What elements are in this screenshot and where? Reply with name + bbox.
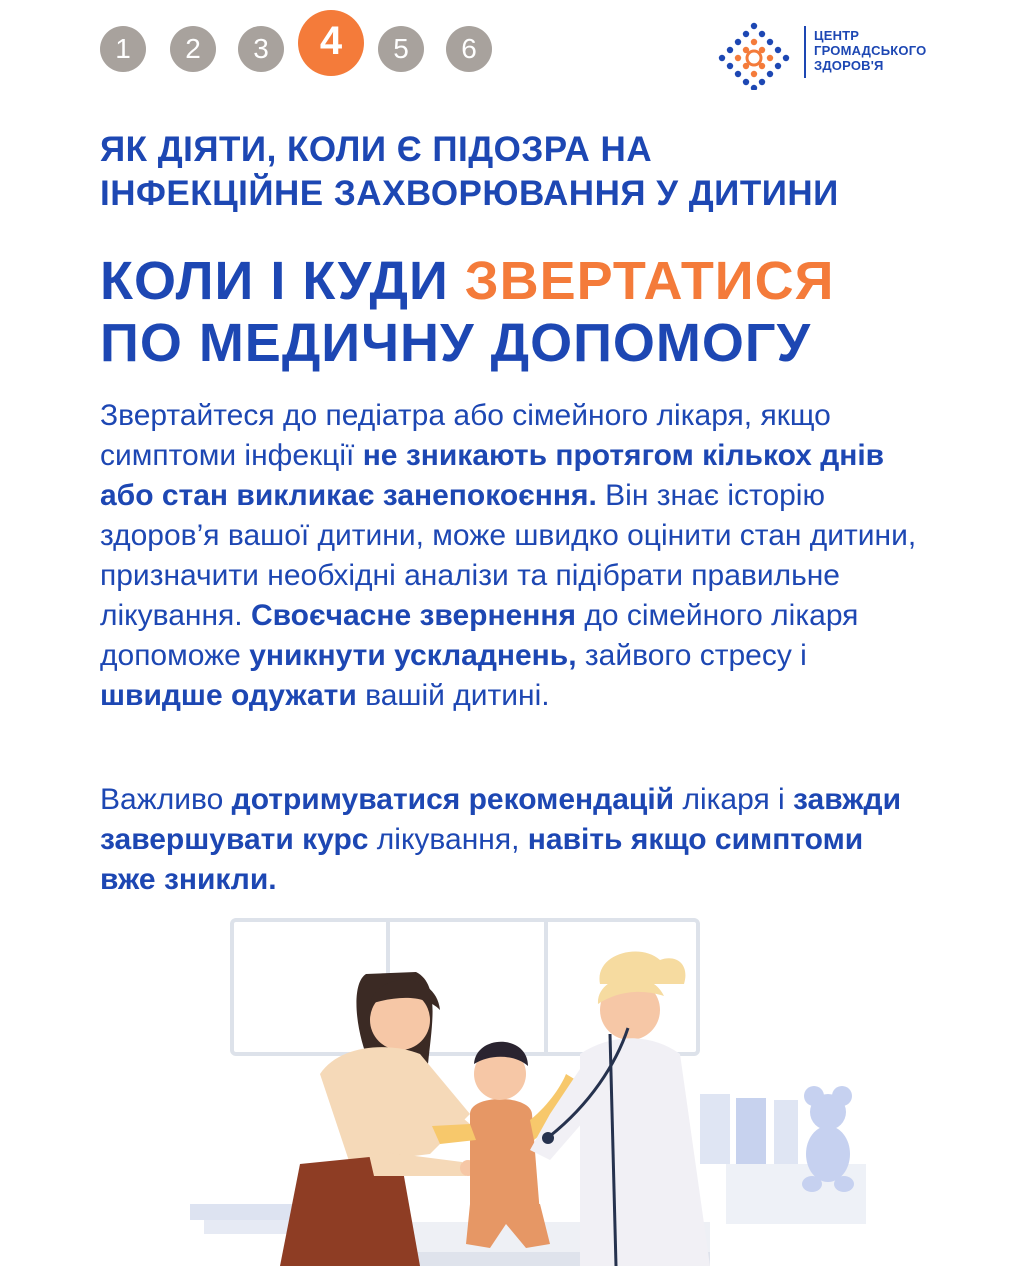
- p1-bold-2: Своєчасне звернення: [250, 599, 577, 632]
- step-indicator: [100, 19, 520, 82]
- logo-line-2: ГРОМАДСЬКОГО: [814, 43, 927, 58]
- p1-bold-3: уникнути ускладнень,: [249, 639, 577, 672]
- p2-bold-3: навіть якщо симптоми вже зникли.: [100, 823, 864, 896]
- mother-figure: [280, 972, 488, 1266]
- p1-bold-4: швидше одужати: [100, 679, 357, 712]
- p1-text-4: зайвого стресу і: [576, 639, 807, 672]
- paragraph-follow-recommendations: [100, 780, 920, 900]
- step-4-active: 4: [298, 10, 364, 76]
- doctor-figure: [530, 952, 710, 1266]
- p1-text-5: вашій дитині.: [356, 679, 550, 712]
- p1-text-1: Звертайтеся до педіатра або сімейного лікаря, якщо симптоми інфекції: [100, 399, 831, 472]
- p2-bold-1: дотримуватися рекомендацій: [231, 783, 675, 816]
- logo-dots-icon: [716, 22, 792, 90]
- logo-line-1: ЦЕНТР: [814, 28, 860, 43]
- step-2: 2: [170, 26, 216, 72]
- subtitle-line-1: ЯК ДІЯТИ, КОЛИ Є ПІДОЗРА НА: [100, 130, 653, 169]
- step-1: 1: [100, 26, 146, 72]
- p1-text-2: Він знає історію здоров’я вашої дитини, може швидко оцінити стан дитини, призначити необхідні аналізи та підібрати правильне лікування.: [100, 479, 917, 632]
- subtitle: [100, 128, 940, 216]
- public-health-center-logo: [716, 22, 936, 90]
- subtitle-line-2: ІНФЕКЦІЙНЕ ЗАХВОРЮВАННЯ У ДИТИНИ: [100, 174, 839, 213]
- title-part-1: КОЛИ І КУДИ: [100, 251, 465, 311]
- step-6: 6: [446, 26, 492, 72]
- p1-bold-1: не зникають протягом кількох днів або стан викликає занепокоєння.: [100, 439, 885, 512]
- title-line-2: ПО МЕДИЧНУ ДОПОМОГУ: [100, 313, 812, 373]
- step-3: 3: [238, 26, 284, 72]
- step-5: 5: [378, 26, 424, 72]
- doctor-visit-illustration: [170, 914, 890, 1266]
- paragraph-when-to-see-doctor: [100, 396, 920, 716]
- logo-divider: [804, 26, 806, 78]
- p2-bold-2: завжди завершувати курс: [100, 783, 902, 856]
- p1-text-3: до сімейного лікаря допоможе: [100, 599, 859, 672]
- title-highlight: ЗВЕРТАТИСЯ: [464, 251, 835, 311]
- logo-line-3: ЗДОРОВ'Я: [814, 58, 884, 73]
- page-title: [100, 250, 960, 374]
- p2-text-2: лікаря і: [674, 783, 794, 816]
- p2-text-1: Важливо: [100, 783, 232, 816]
- logo-text: [814, 28, 944, 73]
- p2-text-3: лікування,: [368, 823, 528, 856]
